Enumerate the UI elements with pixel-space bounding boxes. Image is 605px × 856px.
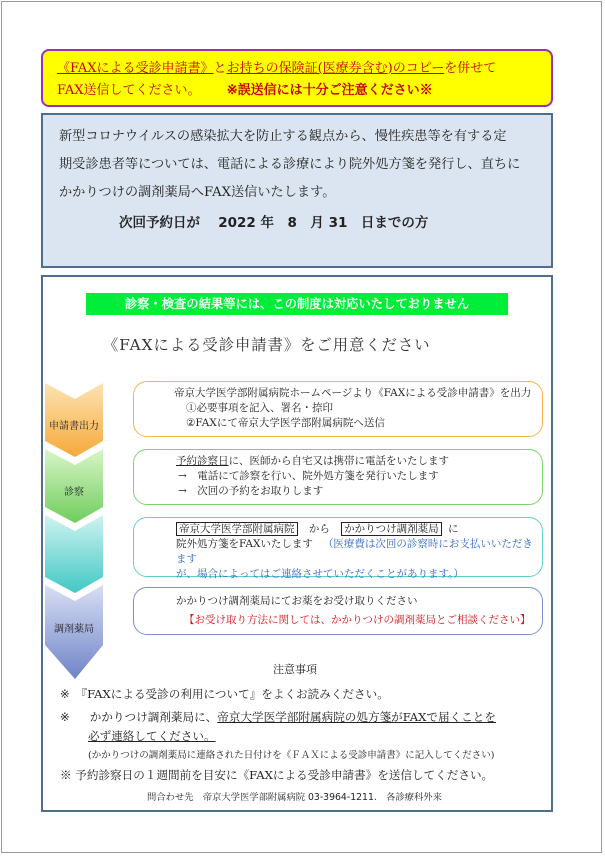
- step-1-line-2: ①必要事項を記入、署名・捺印: [186, 402, 333, 414]
- notice-copy: のコピー: [392, 61, 445, 76]
- notice-to: と: [213, 61, 227, 76]
- step-4-label: 調剤薬局: [54, 624, 94, 635]
- caution-note-2-mark: ※: [60, 710, 70, 724]
- step-3-pharmacy: かかりつけ調剤薬局: [341, 522, 442, 536]
- step-1-label: 申請書出力: [49, 421, 99, 432]
- notice-form-name: 《FAXによる受診申請書》: [57, 61, 214, 76]
- step-3-box: [133, 517, 543, 580]
- caution-note-2-c: 必ず連絡してください。: [88, 729, 216, 743]
- step-4-box: [133, 587, 543, 635]
- next-appointment-date: 次回予約日が 2022 年 8 月 31 日までの方: [119, 215, 429, 231]
- step-3-from: から: [308, 523, 330, 535]
- prepare-heading: 《FAXによる受診申請書》をご用意ください: [103, 336, 431, 354]
- contact-info: 問合わせ先 帝京大学医学部附属病院 03-3964-1211. 各診療科外来: [147, 792, 442, 803]
- caution-note-2: [60, 708, 496, 765]
- step-4-line-2: 【お受け取り方法に関しては、かかりつけの調剤薬局とご相談ください】: [184, 614, 531, 626]
- step-1-line-1: 帝京大学医学部附属病院ホームページより《FAXによる受診申請書》を出力: [174, 387, 532, 399]
- intro-line-3: かかりつけの調剤薬局へFAX送信いたします。: [59, 185, 336, 200]
- step-3-hospital: 帝京大学医学部附属病院: [176, 522, 298, 536]
- intro-line-2: 期受診患者等については、電話による診療により院外処方箋を発行し、直ちに: [59, 157, 521, 172]
- notice-send: FAX送信してください。: [57, 83, 201, 98]
- caution-note-2-sub: (かかりつけの調剤薬局に連絡された日付けを《ＦＡＸによる受診申請書》に記入してください): [88, 750, 495, 761]
- step-3-payment-note: （医療費は次回の診察時にお支払いいただきます: [176, 538, 533, 565]
- step-3-fax: 院外処方箋をFAXいたします: [176, 538, 313, 550]
- step-3-contact-note: が、場合によってはご連絡させていただくことがあります。）: [176, 568, 464, 580]
- notice-together: を併せて: [444, 61, 497, 76]
- step-2-label: 診察: [64, 487, 84, 498]
- disclaimer-banner: 診察・検査の結果等には、この制度は対応いたしておりません: [86, 293, 508, 315]
- step-1-line-3: ②FAXにて帝京大学医学部附属病院へ送信: [186, 417, 385, 429]
- caution-note-2-a: かかりつけ調剤薬局に、: [89, 710, 218, 724]
- step-2-appointment-day: 予約診察日: [176, 455, 229, 467]
- step-4-line-1: かかりつけ調剤薬局にてお薬をお受け取りください: [176, 595, 418, 607]
- caution-note-3: ※ 予約診察日の１週間前を目安に《FAXによる受診申請書》を送信してください。: [60, 768, 494, 782]
- fax-notice-box: [41, 49, 553, 107]
- caution-note-2-b: 帝京大学医学部附属病院の処方箋がFAXで届くことを: [217, 710, 496, 724]
- intro-box: [41, 113, 553, 268]
- notice-insurance: お持ちの保険証(医療券含む): [226, 61, 393, 76]
- step-3-to: に: [448, 523, 459, 535]
- step-2-box: [133, 449, 543, 505]
- step-2-line-2: → 次回の予約をお取りします: [178, 485, 324, 497]
- step-3-arrow-shape: [45, 515, 103, 593]
- step-2-line-1: → 電話にて診察を行い、院外処方箋を発行いたします: [178, 470, 439, 482]
- step-2-lead: に、医師から自宅又は携帯に電話をいたします: [228, 455, 449, 467]
- procedure-box: [41, 275, 553, 812]
- caution-title: 注意事項: [273, 663, 317, 676]
- step-1-box: [133, 381, 543, 437]
- notice-warning: ※誤送信には十分ご注意ください※: [226, 83, 433, 98]
- caution-note-1: ※ 『FAXによる受診の利用について』をよくお読みください。: [60, 687, 389, 701]
- intro-line-1: 新型コロナウイルスの感染拡大を防止する観点から、慢性疾患等を有する定: [59, 129, 507, 144]
